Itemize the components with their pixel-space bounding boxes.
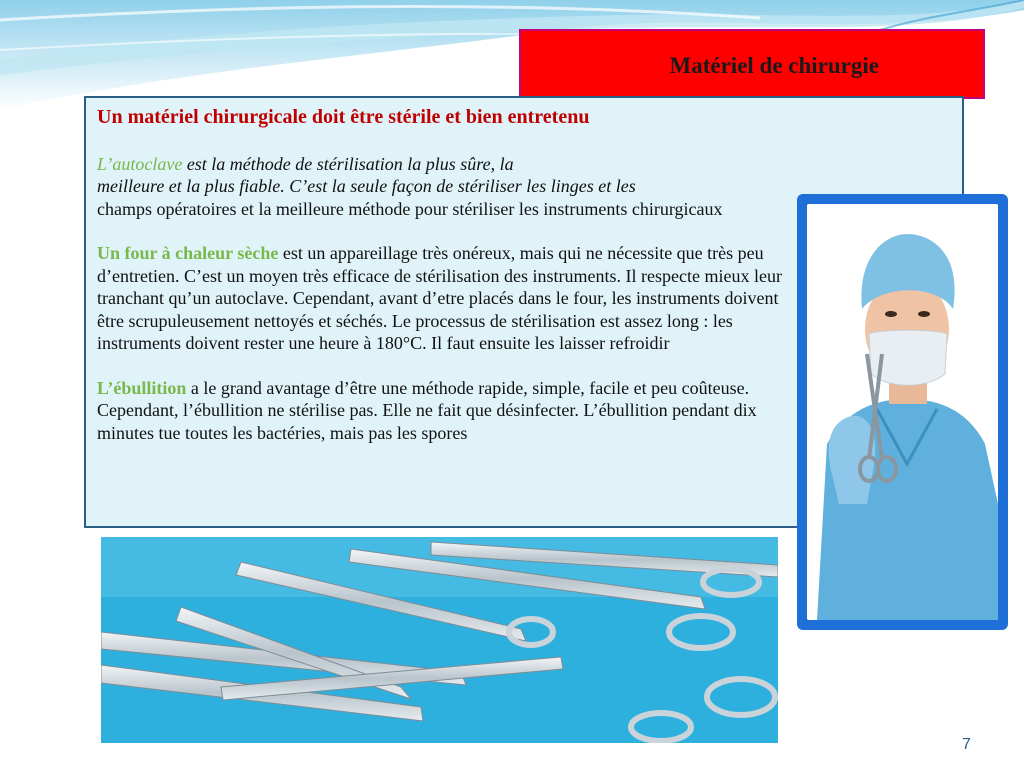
instruments-illustration <box>101 537 778 743</box>
surgeon-illustration <box>807 204 998 620</box>
term-four: Un four à chaleur sèche <box>97 243 279 263</box>
surgeon-image-frame <box>797 194 1008 630</box>
content-heading: Un matériel chirurgicale doit être stérile et bien entretenu <box>97 106 590 128</box>
four-text: est un appareillage très onéreux, mais qui ne nécessite que très peu d’entretien. C’est un moyen très efficace de stérilisation des instruments. Il respecte mieux leur tranchant qu’un autoclave. Cependant, avant d’etre placés dans le four, les instruments doivent être scrupuleusement nettoyés et séchés. Le processus de stérilisation est assez long : les instruments doivent rester une heure à 180°C. Il faut ensuite les laisser refroidir <box>97 243 782 353</box>
title-banner <box>519 29 985 99</box>
paragraph-four <box>97 242 787 355</box>
paragraph-autoclave <box>97 153 787 221</box>
autoclave-line2: meilleure et la plus fiable. C’est la seule façon de stériliser les linges et les <box>97 176 636 196</box>
ebullition-text: a le grand avantage d’être une méthode rapide, simple, facile et peu coûteuse. Cependant, l’ébullition ne stérilise pas. Elle ne fait que désinfecter. L’ébullition pendant dix minutes tue toutes les bactéries, mais pas les spores <box>97 377 757 443</box>
page-number: 7 <box>962 736 971 753</box>
term-autoclave: L’autoclave <box>97 153 183 174</box>
surgical-instruments-image <box>101 537 778 743</box>
autoclave-line1: est la méthode de stérilisation la plus sûre, la <box>182 153 514 174</box>
paragraph-ebullition <box>97 377 787 445</box>
surgeon-image <box>807 204 998 620</box>
content-text <box>97 106 787 444</box>
term-ebullition: L’ébullition <box>97 377 187 398</box>
autoclave-rest: champs opératoires et la meilleure méthode pour stériliser les instruments chirurgicaux <box>97 198 723 219</box>
slide-title: Matériel de chirurgie <box>669 53 879 78</box>
